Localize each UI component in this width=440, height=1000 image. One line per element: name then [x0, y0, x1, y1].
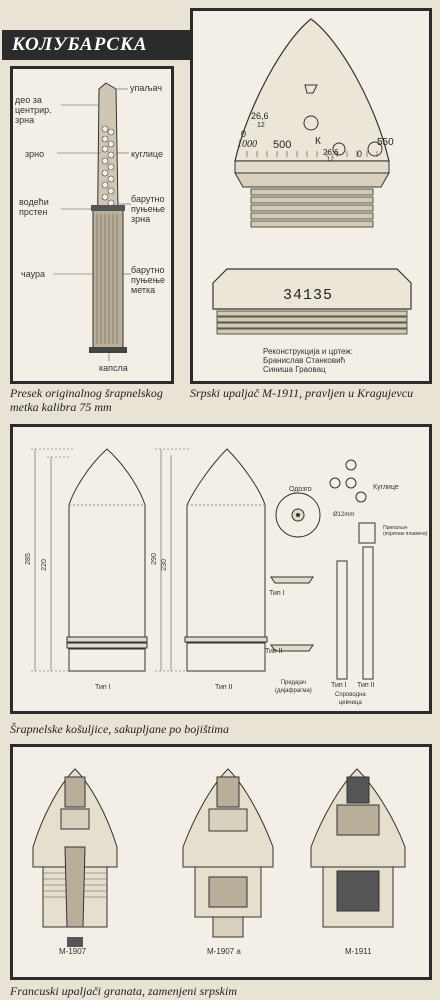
- page-title: КОЛУБАРСКА: [2, 30, 190, 60]
- label-water-ring: водећи прстен: [19, 197, 49, 217]
- label-tube-type2: Тип II: [357, 682, 375, 689]
- label-balls: куглице: [131, 149, 163, 159]
- base-serial-number: 34135: [283, 287, 334, 304]
- shrapnel-casings-caption: Šrapnelske košuljice, sakupljane po bojištima: [10, 722, 229, 736]
- shell-section-panel: [10, 66, 174, 384]
- reconstruction-credits: Реконструкција и цртеж: Бранислав Станковић Синиша Граовац: [263, 347, 353, 374]
- serbian-fuze-caption: Srpski upaljač M-1911, pravljen u Kragujevcu: [190, 386, 414, 400]
- label-type1: Тип I: [95, 684, 111, 691]
- scale-value-0-right: 0: [357, 149, 363, 159]
- label-top-view: Одозго: [289, 486, 312, 493]
- french-fuzes-drawing: [13, 747, 429, 977]
- shrapnel-casings-drawing: [13, 427, 429, 711]
- scale-value-12-top: 12: [257, 122, 265, 129]
- scale-value-500: 500: [273, 139, 292, 151]
- label-grain: зрно: [25, 149, 45, 159]
- label-balls-casings: Куглице: [373, 484, 399, 491]
- scale-value-26-6-right: 26,6: [323, 148, 339, 157]
- dim-small: Ø12mm: [333, 512, 355, 518]
- french-fuzes-panel: [10, 744, 432, 980]
- label-type2-small: Тип II: [265, 648, 283, 655]
- label-case: чаура: [21, 269, 46, 279]
- shrapnel-casings-panel: [10, 424, 432, 714]
- model-label-m1907: M-1907: [59, 947, 87, 956]
- dim-type2-total: 290: [150, 553, 158, 565]
- label-fuze: упаљач: [130, 83, 163, 93]
- label-primer: капсла: [99, 363, 128, 373]
- label-centering-part: део за центрир. зрна: [15, 95, 52, 125]
- scale-value-0: 0: [241, 129, 247, 139]
- french-fuzes-caption: Francuski upaljači granata, zamenjeni srpskim: [10, 984, 237, 998]
- label-type1-small: Тип I: [269, 590, 285, 597]
- label-type2: Тип II: [215, 684, 233, 691]
- scale-value-k: К: [315, 136, 321, 147]
- scale-value-26-6-top: 26,6: [251, 111, 269, 121]
- dim-type1-body: 220: [40, 559, 48, 571]
- scale-value-550: 550: [377, 137, 394, 148]
- label-transmitter: Припаљач (појачник пламена): [383, 525, 428, 537]
- model-label-m1907a: M-1907 a: [207, 947, 241, 956]
- shell-section-caption: Presek originalnog šrapnelskog metka kalibra 75 mm: [10, 386, 163, 414]
- dim-type2-body: 230: [160, 559, 168, 571]
- scale-value-1000: 1000: [237, 139, 257, 150]
- label-powder-charge-round: барутно пуњење метка: [131, 265, 166, 295]
- scale-value-12-right: 12: [327, 157, 334, 163]
- label-diaphragm: Предајач (дијафрагма): [275, 680, 312, 694]
- label-conduit-tube: Спроводна цевчица: [335, 692, 366, 706]
- label-powder-charge-grain: барутно пуњење зрна: [131, 194, 166, 224]
- label-tube-type1: Тип I: [331, 682, 347, 689]
- dim-type1-total: 285: [24, 553, 32, 565]
- model-label-m1911: M-1911: [345, 947, 372, 956]
- serbian-fuze-panel: [190, 8, 432, 384]
- serbian-fuze-drawing: [193, 11, 429, 381]
